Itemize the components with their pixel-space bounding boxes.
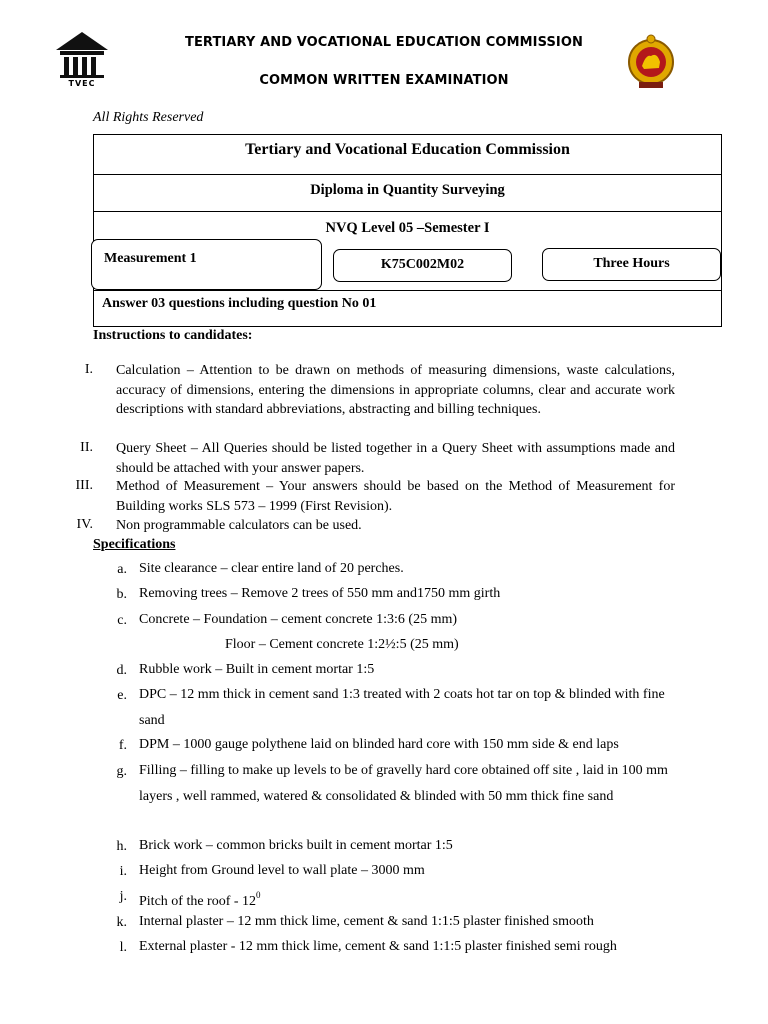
tvec-logo-text: TVEC <box>68 79 96 88</box>
instruction-number: III. <box>75 478 93 493</box>
instructions-heading: Instructions to candidates: <box>93 328 253 343</box>
exam-title: COMMON WRITTEN EXAMINATION <box>259 73 509 88</box>
spec-letter: g. <box>116 764 127 779</box>
commission-row <box>93 134 722 175</box>
spec-item-text: Pitch of the roof - 12 <box>139 894 257 909</box>
spec-item: Height from Ground level to wall plate – 3000 mm <box>139 863 425 878</box>
instruction-item: Calculation – Attention to be drawn on methods of measuring dimensions, waste calculations, accuracy of dimensions, entering the dimensions in appropriate columns, clear and accurate work descriptions with standard abbreviations, abstracting and billing techniques. <box>116 363 675 417</box>
subject-code: K75C002M02 <box>380 257 465 272</box>
spec-item: Removing trees – Remove 2 trees of 550 mm and1750 mm girth <box>139 586 501 601</box>
spec-letter: b. <box>116 587 127 602</box>
spec-letter: e. <box>117 688 127 703</box>
spec-letter: l. <box>119 940 127 955</box>
spec-item-extra: Floor – Cement concrete 1:2½:5 (25 mm) <box>225 637 459 652</box>
spec-item: Site clearance – clear entire land of 20 perches. <box>139 561 404 576</box>
instruction-item: Method of Measurement – Your answers should be based on the Method of Measurement for Building works SLS 573 – 1999 (First Revision). <box>116 479 675 514</box>
spec-item: DPC – 12 mm thick in cement sand 1:3 treated with 2 coats hot tar on top & blinded with fine sand <box>139 687 665 728</box>
diploma-title: Diploma in Quantity Surveying <box>310 182 505 198</box>
diploma-row <box>93 174 722 212</box>
specifications-heading: Specifications <box>93 537 176 552</box>
spec-item: Filling – filling to make up levels to be of gravelly hard core obtained off site , laid in 100 mm layers , well rammed, watered & consolidated & blinded with 50 mm thick fine sand <box>139 763 668 804</box>
spec-letter: j. <box>119 889 127 904</box>
spec-letter: f. <box>118 738 127 753</box>
answer-note-row <box>93 290 722 327</box>
spec-letter: k. <box>116 915 127 930</box>
instruction-number: I. <box>84 362 93 377</box>
spec-item: Internal plaster – 12 mm thick lime, cement & sand 1:1:5 plaster finished smooth <box>139 914 594 929</box>
spec-item: Rubble work – Built in cement mortar 1:5 <box>139 662 375 677</box>
code-box <box>333 249 512 282</box>
commission-title: Tertiary and Vocational Education Commission <box>245 141 570 158</box>
rights-notice: All Rights Reserved <box>93 110 204 125</box>
answer-note: Answer 03 questions including question No 01 <box>102 296 377 311</box>
spec-item: Brick work – common bricks built in cement mortar 1:5 <box>139 838 453 853</box>
org-title: TERTIARY AND VOCATIONAL EDUCATION COMMISSION <box>184 35 583 50</box>
spec-item: External plaster - 12 mm thick lime, cement & sand 1:1:5 plaster finished semi rough <box>139 939 617 954</box>
spec-letter: d. <box>116 663 127 678</box>
instruction-number: II. <box>80 440 93 455</box>
level-title: NVQ Level 05 –Semester I <box>325 220 490 236</box>
spec-letter: h. <box>116 839 127 854</box>
spec-letter: c. <box>117 613 127 628</box>
subject-name: Measurement 1 <box>104 251 197 266</box>
instruction-item: Non programmable calculators can be used. <box>116 518 362 533</box>
duration-box <box>542 248 721 281</box>
subject-box <box>91 239 322 290</box>
spec-item: Concrete – Foundation – cement concrete 1:3:6 (25 mm) <box>139 612 458 627</box>
spec-letter: i. <box>119 864 127 879</box>
instruction-number: IV. <box>76 517 93 532</box>
exam-duration: Three Hours <box>593 256 670 271</box>
degree-superscript: 0 <box>256 890 261 900</box>
spec-letter: a. <box>117 562 127 577</box>
instruction-item: Query Sheet – All Queries should be listed together in a Query Sheet with assumptions made and should be attached with your answer papers. <box>116 441 675 476</box>
spec-item: DPM – 1000 gauge polythene laid on blinded hard core with 150 mm side & end laps <box>139 737 619 752</box>
